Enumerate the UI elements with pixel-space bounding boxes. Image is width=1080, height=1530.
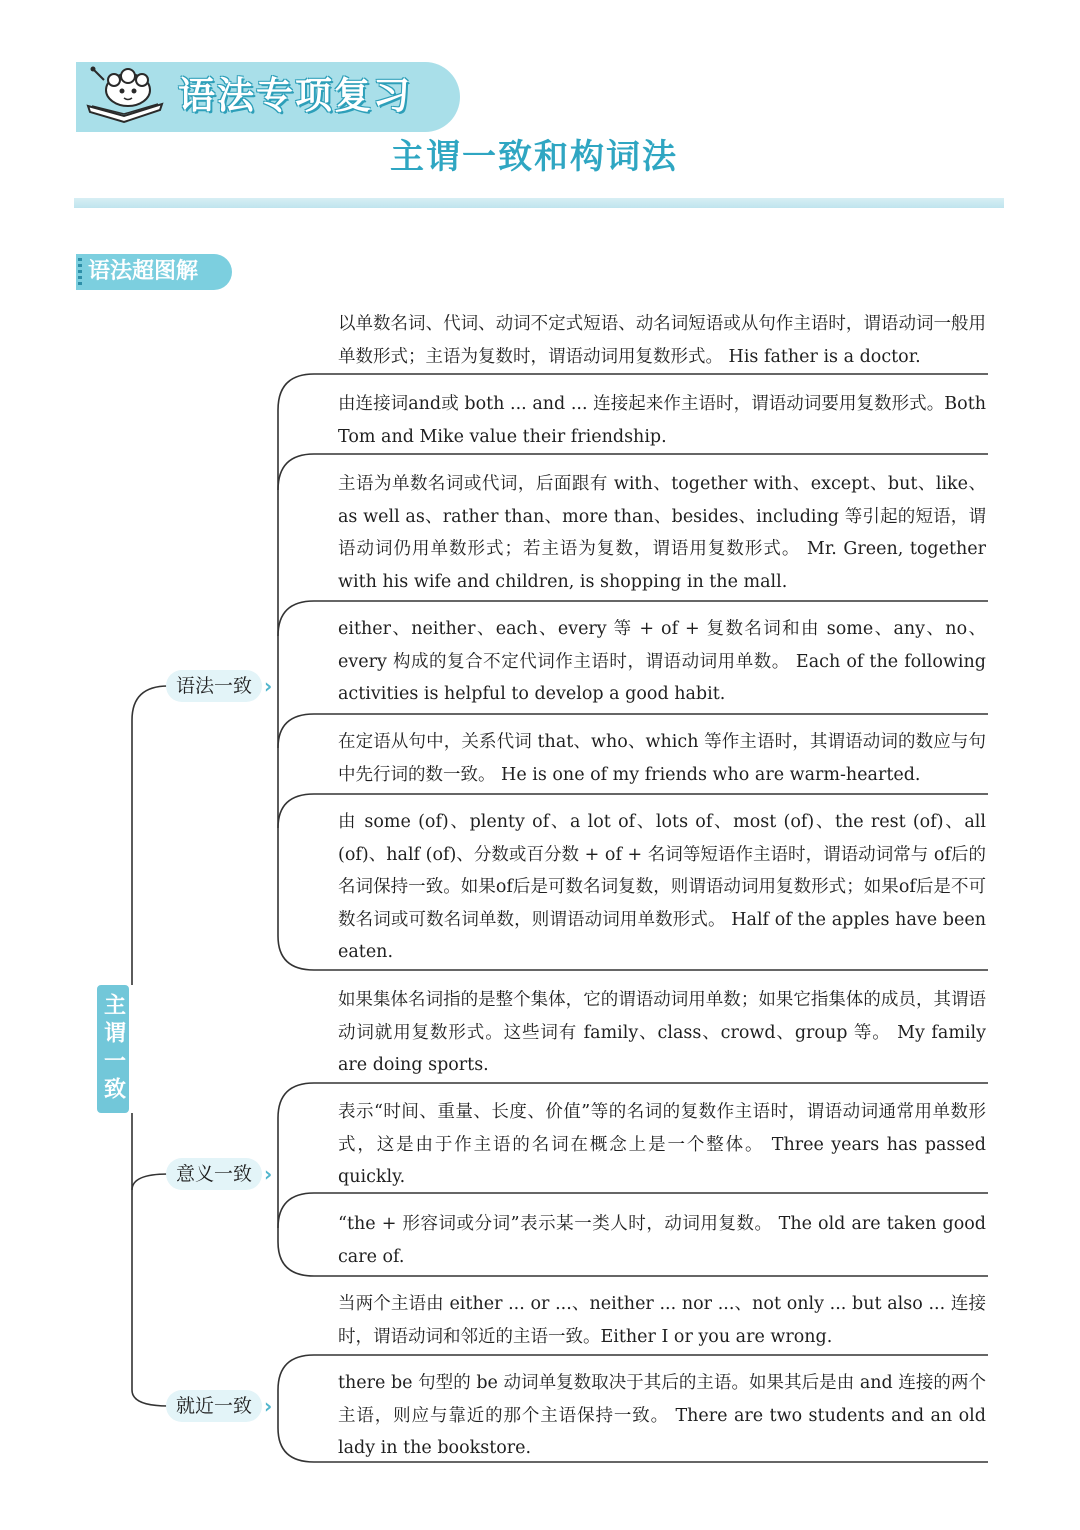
trunk-line bbox=[132, 686, 168, 985]
branch-label-proximity-agreement: 就近一致 bbox=[166, 1390, 262, 1422]
chevron-right-icon: › bbox=[264, 1162, 273, 1186]
rule-text: 当两个主语由 either ... or ...、neither ... nor ...、not only ... but also ... 连接时，谓语动词和邻近的主语一致。Either I or you are wrong. bbox=[338, 1294, 986, 1347]
rule-text: there be 句型的 be 动词单复数取决于其后的主语。如果其后是由 and 连接的两个主语，则应与靠近的那个主语保持一致。 There are two students and an old lady in the bookstore. bbox=[338, 1373, 986, 1458]
trunk-line bbox=[132, 1113, 168, 1406]
rule-text: 主语为单数名词或代词，后面跟有 with、together with、except、but、like、as well as、rather than、more than、besides、including 等引起的短语，谓语动词仍用单数形式；若主语为复数，谓语用复数形式。 Mr. Green, together with his wife and children, is shopping in the mall. bbox=[338, 474, 986, 592]
rule-text: 以单数名词、代词、动词不定式短语、动名词短语或从句作主语时，谓语动词一般用单数形式；主语为复数时，谓语动词用复数形式。 His father is a doctor. bbox=[338, 314, 986, 367]
rule-text: 如果集体名词指的是整个集体，它的谓语动词用单数；如果它指集体的成员，其谓语动词就用复数形式。这些词有 family、class、crowd、group 等。 My family are doing sports. bbox=[338, 990, 986, 1075]
rule-text: 由连接词and或 both ... and ... 连接起来作主语时，谓语动词要用复数形式。Both Tom and Mike value their friendship. bbox=[338, 394, 986, 447]
trunk-line bbox=[132, 1174, 168, 1190]
rule-text: either、neither、each、every 等 + of + 复数名词和由 some、any、no、every 构成的复合不定代词作主语时，谓语动词用单数。 Each of the following activities is helpful to develop a good habit. bbox=[338, 619, 986, 704]
chevron-right-icon: › bbox=[264, 674, 273, 698]
rule-text: 表示“时间、重量、长度、价值”等的名词的复数作主语时，谓语动词通常用单数形式，这是由于作主语的名词在概念上是一个整体。 Three years has passed quickly. bbox=[338, 1102, 986, 1187]
rule-text: 由 some (of)、plenty of、a lot of、lots of、most (of)、the rest (of)、all (of)、half (of)、分数或百分数 + of + 名词等短语作主语时，谓语动词常与 of后的名词保持一致。如果of后是可数名词复数，则谓语动词用复数形式；如果of后是不可数名词或可数名词单数，则谓语动词用单数形式。 Half of the apples have been eaten. bbox=[338, 812, 986, 962]
branch-label-grammatical-agreement: 语法一致 bbox=[166, 670, 262, 702]
page-subtitle: 主谓一致和构词法 bbox=[390, 137, 678, 177]
root-node-subject-verb-agreement: 主谓一致 bbox=[97, 985, 129, 1113]
branch-label-notional-agreement: 意义一致 bbox=[166, 1158, 262, 1190]
page-title: 语法专项复习 bbox=[178, 74, 412, 117]
rule-text: “the + 形容词或分词”表示某一类人时，动词用复数。 The old are taken good care of. bbox=[338, 1214, 986, 1267]
rule-text: 在定语从句中，关系代词 that、who、which 等作主语时，其谓语动词的数应与句中先行词的数一致。 He is one of my friends who are warm-hearted. bbox=[338, 732, 986, 785]
section-tag-label: 语法超图解 bbox=[88, 259, 199, 284]
chevron-right-icon: › bbox=[264, 1394, 273, 1418]
